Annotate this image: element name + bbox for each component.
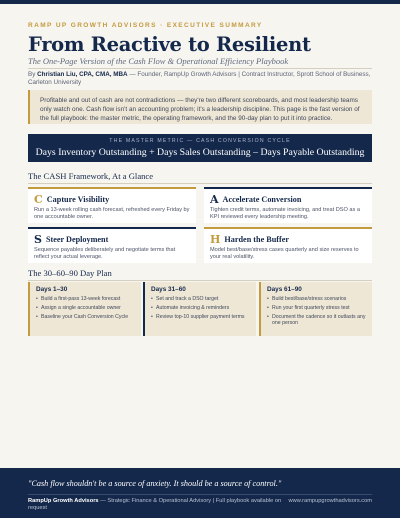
plan-column-title: Days 31–60 bbox=[151, 286, 186, 293]
page-subtitle: The One-Page Version of the Cash Flow & Operational Efficiency Playbook bbox=[28, 56, 289, 66]
plan-item: • Run your first quarterly stress test bbox=[267, 305, 367, 312]
plan-column-days-31-60 bbox=[143, 282, 256, 336]
card-title: Steer Deployment bbox=[45, 235, 109, 244]
card-title: Accelerate Conversion bbox=[222, 195, 302, 204]
footer-quote: "Cash flow shouldn't be a source of anxiety. It should be a source of control." bbox=[28, 479, 282, 488]
framework-card-harden bbox=[204, 227, 372, 263]
plan-item: • Build a first-pass 13-week forecast bbox=[36, 296, 136, 303]
card-body: Run a 13-week rolling cash forecast, refreshed every Friday by one accountable owner. bbox=[34, 207, 190, 221]
plan-item: • Build best/base/stress scenarios bbox=[267, 296, 367, 303]
card-body: Sequence payables deliberately and negotiate terms that reflect your actual leverage. bbox=[34, 247, 176, 261]
framework-heading: The CASH Framework, At a Glance bbox=[28, 171, 154, 181]
footer-brand: RampUp Growth Advisors bbox=[28, 498, 99, 504]
footer-brand-line bbox=[28, 498, 288, 512]
plan-column-title: Days 1–30 bbox=[36, 286, 68, 293]
eyebrow-label: RAMP UP GROWTH ADVISORS · EXECUTIVE SUMMARY bbox=[28, 22, 263, 29]
plan-column-days-61-90 bbox=[259, 282, 372, 336]
plan-column-days-1-30 bbox=[28, 282, 141, 336]
footer-website-link[interactable]: www.rampupgrowthadvisors.com bbox=[288, 498, 372, 504]
header-divider bbox=[28, 68, 372, 69]
framework-card-accelerate bbox=[204, 187, 372, 223]
plan-item: • Automate invoicing & reminders bbox=[151, 305, 251, 312]
intro-callout: Profitable and out of cash are not contradictions — they're two different scoreboards, and most leadership teams only watch one. Cash flow isn't an accounting problem; it's a leadership discipline. This page is the fast version of the full playbook: the master metric, the operating framework, and the 90-day plan to put it into practice. bbox=[28, 90, 372, 124]
top-accent-bar bbox=[0, 0, 400, 4]
card-letter: C bbox=[34, 193, 43, 206]
master-metric-banner bbox=[28, 134, 372, 162]
framework-card-steer bbox=[28, 227, 196, 263]
footer bbox=[0, 468, 400, 518]
byline bbox=[28, 71, 372, 87]
plan-heading: The 30–60–90 Day Plan bbox=[28, 268, 112, 278]
plan-item: • Baseline your Cash Conversion Cycle bbox=[36, 314, 136, 321]
card-title: Capture Visibility bbox=[46, 195, 110, 204]
page-title: From Reactive to Resilient bbox=[28, 33, 311, 56]
card-title: Harden the Buffer bbox=[224, 235, 289, 244]
footer-tagline: — Strategic Finance & Operational Advisory | Full playbook available on request bbox=[28, 498, 282, 512]
plan-item: • Document the cadence so it outlasts any one person bbox=[267, 314, 367, 327]
framework-card-capture bbox=[28, 187, 196, 223]
card-letter: S bbox=[34, 233, 42, 246]
master-metric-formula: Days Inventory Outstanding + Days Sales Outstanding – Days Payable Outstanding bbox=[35, 147, 365, 158]
card-letter: A bbox=[210, 193, 219, 206]
plan-divider bbox=[28, 280, 372, 281]
plan-item: • Review top-10 supplier payment terms bbox=[151, 314, 251, 321]
byline-prefix: By bbox=[28, 71, 38, 78]
footer-divider bbox=[28, 494, 372, 495]
framework-divider bbox=[28, 183, 372, 184]
card-body: Tighten credit terms, automate invoicing, and treat DSO as a KPI reviewed every leadership meeting. bbox=[210, 207, 360, 221]
plan-column-title: Days 61–90 bbox=[267, 286, 302, 293]
card-letter: H bbox=[210, 233, 221, 246]
plan-item: • Assign a single accountable owner bbox=[36, 305, 136, 312]
plan-item: • Set and track a DSO target bbox=[151, 296, 251, 303]
byline-author: Christian Liu, CPA, CMA, MBA bbox=[37, 71, 128, 78]
byline-affiliation: — Founder, RampUp Growth Advisors | Contract Instructor, Sprott School of Business, Carleton University bbox=[28, 71, 371, 86]
master-metric-label: THE MASTER METRIC — CASH CONVERSION CYCLE bbox=[109, 138, 291, 144]
card-body: Model best/base/stress cases quarterly and size reserves to your real volatility. bbox=[210, 247, 359, 261]
